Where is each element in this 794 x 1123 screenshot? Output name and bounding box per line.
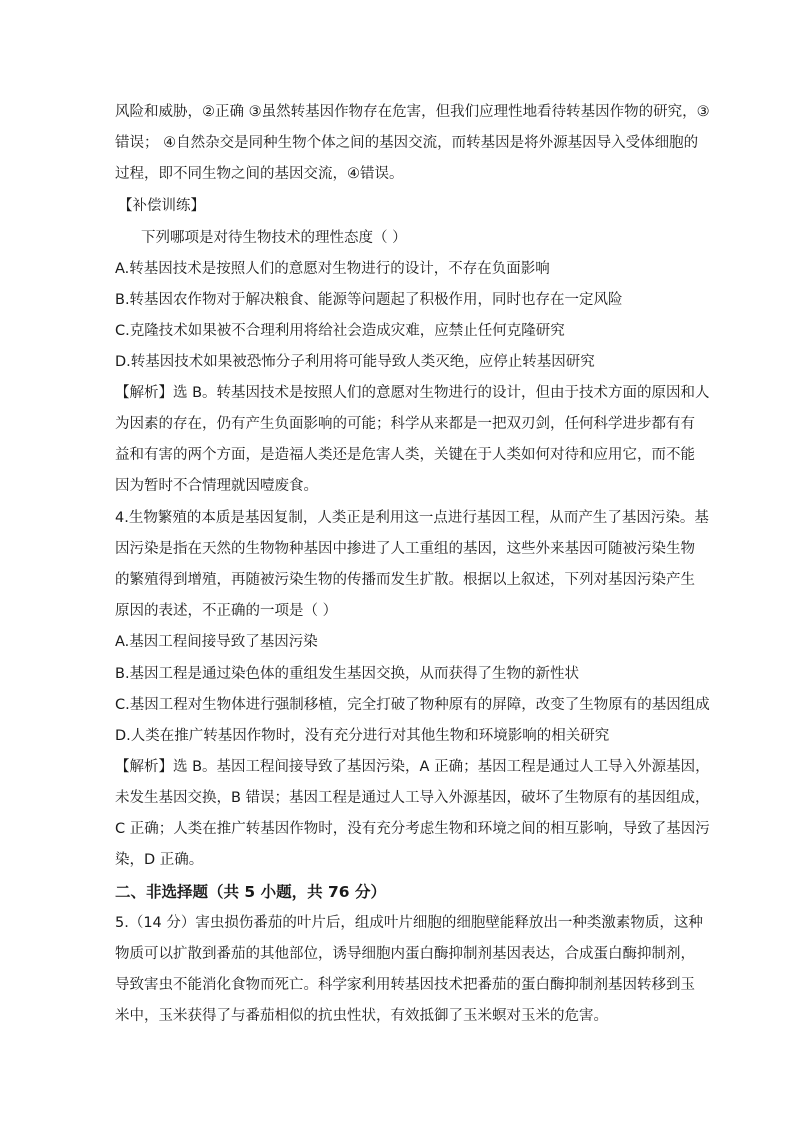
option-a: A.转基因技术是按照人们的意愿对生物进行的设计，不存在负面影响 (115, 261, 550, 277)
analysis-line: 【解析】选 B。转基因技术是按照人们的意愿对生物进行的设计，但由于技术方面的原因和人 (115, 385, 710, 401)
section-label: 【补偿训练】 (118, 198, 205, 214)
question-stem: 下列哪项是对待生物技术的理性态度（ ） (141, 230, 407, 246)
question-4-stem: 原因的表述，不正确的一项是（ ） (115, 603, 338, 619)
analysis-line: 因为暂时不合情理就因噎废食。 (115, 478, 318, 494)
question-5-stem: 导致害虫不能消化食物而死亡。科学家利用转基因技术把番茄的蛋白酶抑制剂基因转移到玉 (115, 977, 695, 993)
analysis-line: 染，D 正确。 (115, 852, 204, 868)
question-5-stem: 米中，玉米获得了与番茄相似的抗虫性状，有效抵御了玉米螟对玉米的危害。 (115, 1008, 608, 1024)
question-4-stem: 的繁殖得到增殖，再随被污染生物的传播而发生扩散。根据以上叙述，下列对基因污染产生 (115, 572, 695, 588)
option-d: D.人类在推广转基因作物时，没有充分进行对其他生物和环境影响的相关研究 (115, 728, 610, 744)
question-4-stem: 4.生物繁殖的本质是基因复制，人类正是利用这一点进行基因工程，从而产生了基因污染。基 (115, 510, 709, 526)
analysis-line: C 正确；人类在推广转基因作物时，没有充分考虑生物和环境之间的相互影响，导致了基因污 (115, 821, 710, 837)
question-4-stem: 因污染是指在天然的生物物种基因中掺进了人工重组的基因，这些外来基因可随被污染生物 (115, 541, 695, 557)
option-c: C.克隆技术如果被不合理利用将给社会造成灾难，应禁止任何克隆研究 (115, 323, 565, 339)
option-d: D.转基因技术如果被恐怖分子利用将可能导致人类灭绝，应停止转基因研究 (115, 354, 595, 370)
question-5-stem: 物质可以扩散到番茄的其他部位，诱导细胞内蛋白酶抑制剂基因表达，合成蛋白酶抑制剂， (115, 946, 695, 962)
analysis-line: 未发生基因交换，B 错误；基因工程是通过人工导入外源基因，破坏了生物原有的基因组成， (115, 790, 710, 806)
analysis-line: 益和有害的两个方面，是造福人类还是危害人类，关键在于人类如何对待和应用它，而不能 (115, 447, 695, 463)
section-heading: 二、非选择题（共 5 小题，共 76 分） (115, 883, 386, 901)
question-5-stem: 5.（14 分）害虫损伤番茄的叶片后，组成叶片细胞的细胞壁能释放出一种类激素物质，这种 (115, 915, 703, 931)
analysis-line: 【解析】选 B。基因工程间接导致了基因污染，A 正确；基因工程是通过人工导入外源基因， (115, 759, 710, 775)
option-b: B.基因工程是通过染色体的重组发生基因交换，从而获得了生物的新性状 (115, 666, 580, 682)
text-line: 错误； ④自然杂交是同种生物个体之间的基因交流，而转基因是将外源基因导入受体细胞的 (115, 135, 699, 151)
option-b: B.转基因农作物对于解决粮食、能源等问题起了积极作用，同时也存在一定风险 (115, 292, 623, 308)
option-a: A.基因工程间接导致了基因污染 (115, 634, 318, 650)
text-line: 风险和威胁，②正确 ③虽然转基因作物存在危害，但我们应理性地看待转基因作物的研究，③ (115, 104, 710, 120)
text-line: 过程，即不同生物之间的基因交流，④错误。 (115, 166, 404, 182)
option-c: C.基因工程对生物体进行强制移植，完全打破了物种原有的屏障，改变了生物原有的基因组成 (115, 697, 710, 713)
analysis-line: 为因素的存在，仍有产生负面影响的可能；科学从来都是一把双刃剑，任何科学进步都有有 (115, 416, 695, 432)
